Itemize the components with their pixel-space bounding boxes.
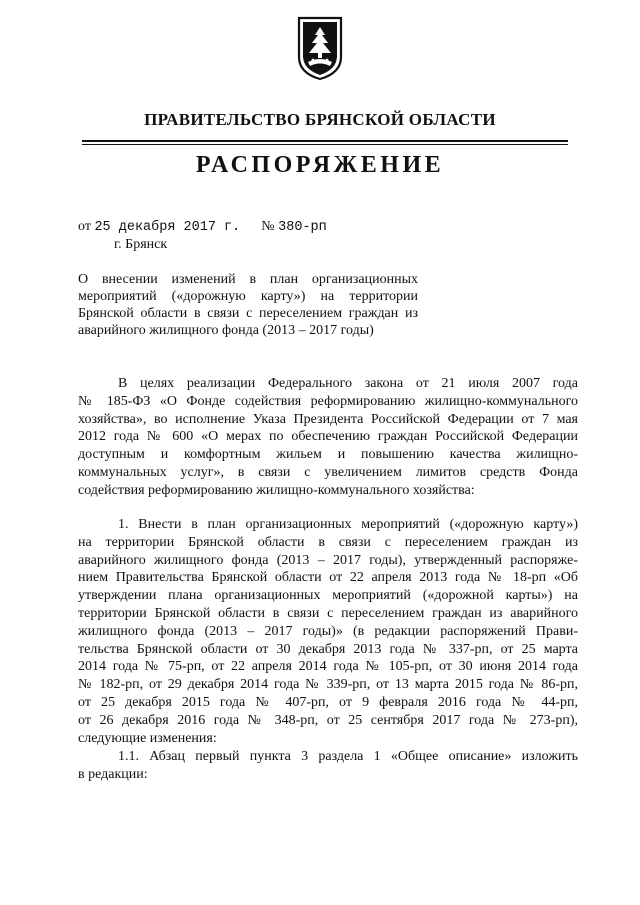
text-line: от 26 декабря 2016 года № 348-рп, от 25 сентября 2017 года № 273-рп), — [78, 712, 578, 728]
subject-line: О внесении изменений в план организационных — [78, 272, 418, 287]
text-line: утверждении плана организационных мероприятий («дорожной карты») на — [78, 588, 578, 604]
document-subject — [78, 271, 418, 339]
header-divider-thin — [82, 144, 568, 145]
number-prefix: № — [261, 219, 275, 234]
text-line: территории Брянской области в связи с переселением граждан из аварийного — [78, 605, 578, 621]
subject-line: аварийного жилищного фонда (2013 – 2017 годы) — [78, 323, 374, 338]
text-line: на территории Брянской области в связи с переселением граждан из — [78, 534, 578, 550]
text-line: № 185-ФЗ «О Фонде содействия реформированию жилищно-коммунального — [78, 393, 578, 409]
text-line: 1. Внести в план организационных мероприятий («дорожную карту») — [118, 517, 578, 532]
text-line: нием Правительства Брянской области от 22 апреля 2013 года № 18-рп «Об — [78, 570, 578, 586]
subject-line: мероприятий («дорожную карту») на территории — [78, 289, 418, 304]
text-line: В целях реализации Федерального закона от 21 июля 2007 года — [118, 376, 578, 391]
text-line: доступным и комфортным жильем и повышению качества жилищно- — [78, 447, 578, 463]
city-line: г. Брянск — [114, 237, 168, 252]
text-line: 1.1. Абзац первый пункта 3 раздела 1 «Общее описание» изложить — [118, 749, 578, 764]
text-line: 2014 года № 75-рп, от 22 апреля 2014 года № 105-рп, от 30 июня 2014 года — [78, 659, 578, 675]
date-prefix: от — [78, 219, 91, 234]
text-line: хозяйства», во исполнение Указа Президента Российской Федерации от 7 мая — [78, 411, 578, 427]
text-line: в редакции: — [78, 766, 148, 782]
subject-line: Брянской области в связи с переселением граждан из — [78, 306, 418, 321]
document-date: 25 декабря 2017 г. — [94, 220, 241, 235]
document-number: 380-рп — [278, 220, 327, 235]
text-line: жилищного фонда (2013 – 2017 годы)» (в редакции распоряжений Прави- — [78, 623, 578, 639]
text-line: содействия реформированию жилищно-коммунального хозяйства: — [78, 482, 475, 498]
text-line: 2012 года № 600 «О мерах по обеспечению граждан Российской Федерации — [78, 429, 578, 445]
text-line: от 25 декабря 2015 года № 407-рп, от 9 февраля 2016 года № 44-рп, — [78, 694, 578, 710]
text-line: коммунальных услуг», в связи с увеличением лимитов средств Фонда — [78, 464, 578, 480]
text-line: № 182-рп, от 29 декабря 2014 года № 339-рп, от 13 марта 2015 года № 86-рп, — [78, 677, 578, 693]
text-line: тельства Брянской области от 30 декабря 2013 года № 337-рп, от 25 марта — [78, 641, 578, 657]
text-line: аварийного жилищного фонда (2013 – 2017 годы), утвержденный распоряже- — [78, 552, 578, 568]
document-type-heading: РАСПОРЯЖЕНИЕ — [195, 152, 445, 178]
organization-title: ПРАВИТЕЛЬСТВО БРЯНСКОЙ ОБЛАСТИ — [144, 110, 496, 129]
header-divider-thick — [82, 140, 568, 142]
date-number-line — [78, 219, 327, 235]
item-1-paragraph — [78, 516, 578, 747]
bryansk-coat-of-arms-icon — [296, 15, 344, 81]
preamble-paragraph — [78, 375, 578, 500]
text-line: следующие изменения: — [78, 730, 217, 746]
item-1-1-paragraph — [78, 748, 578, 784]
